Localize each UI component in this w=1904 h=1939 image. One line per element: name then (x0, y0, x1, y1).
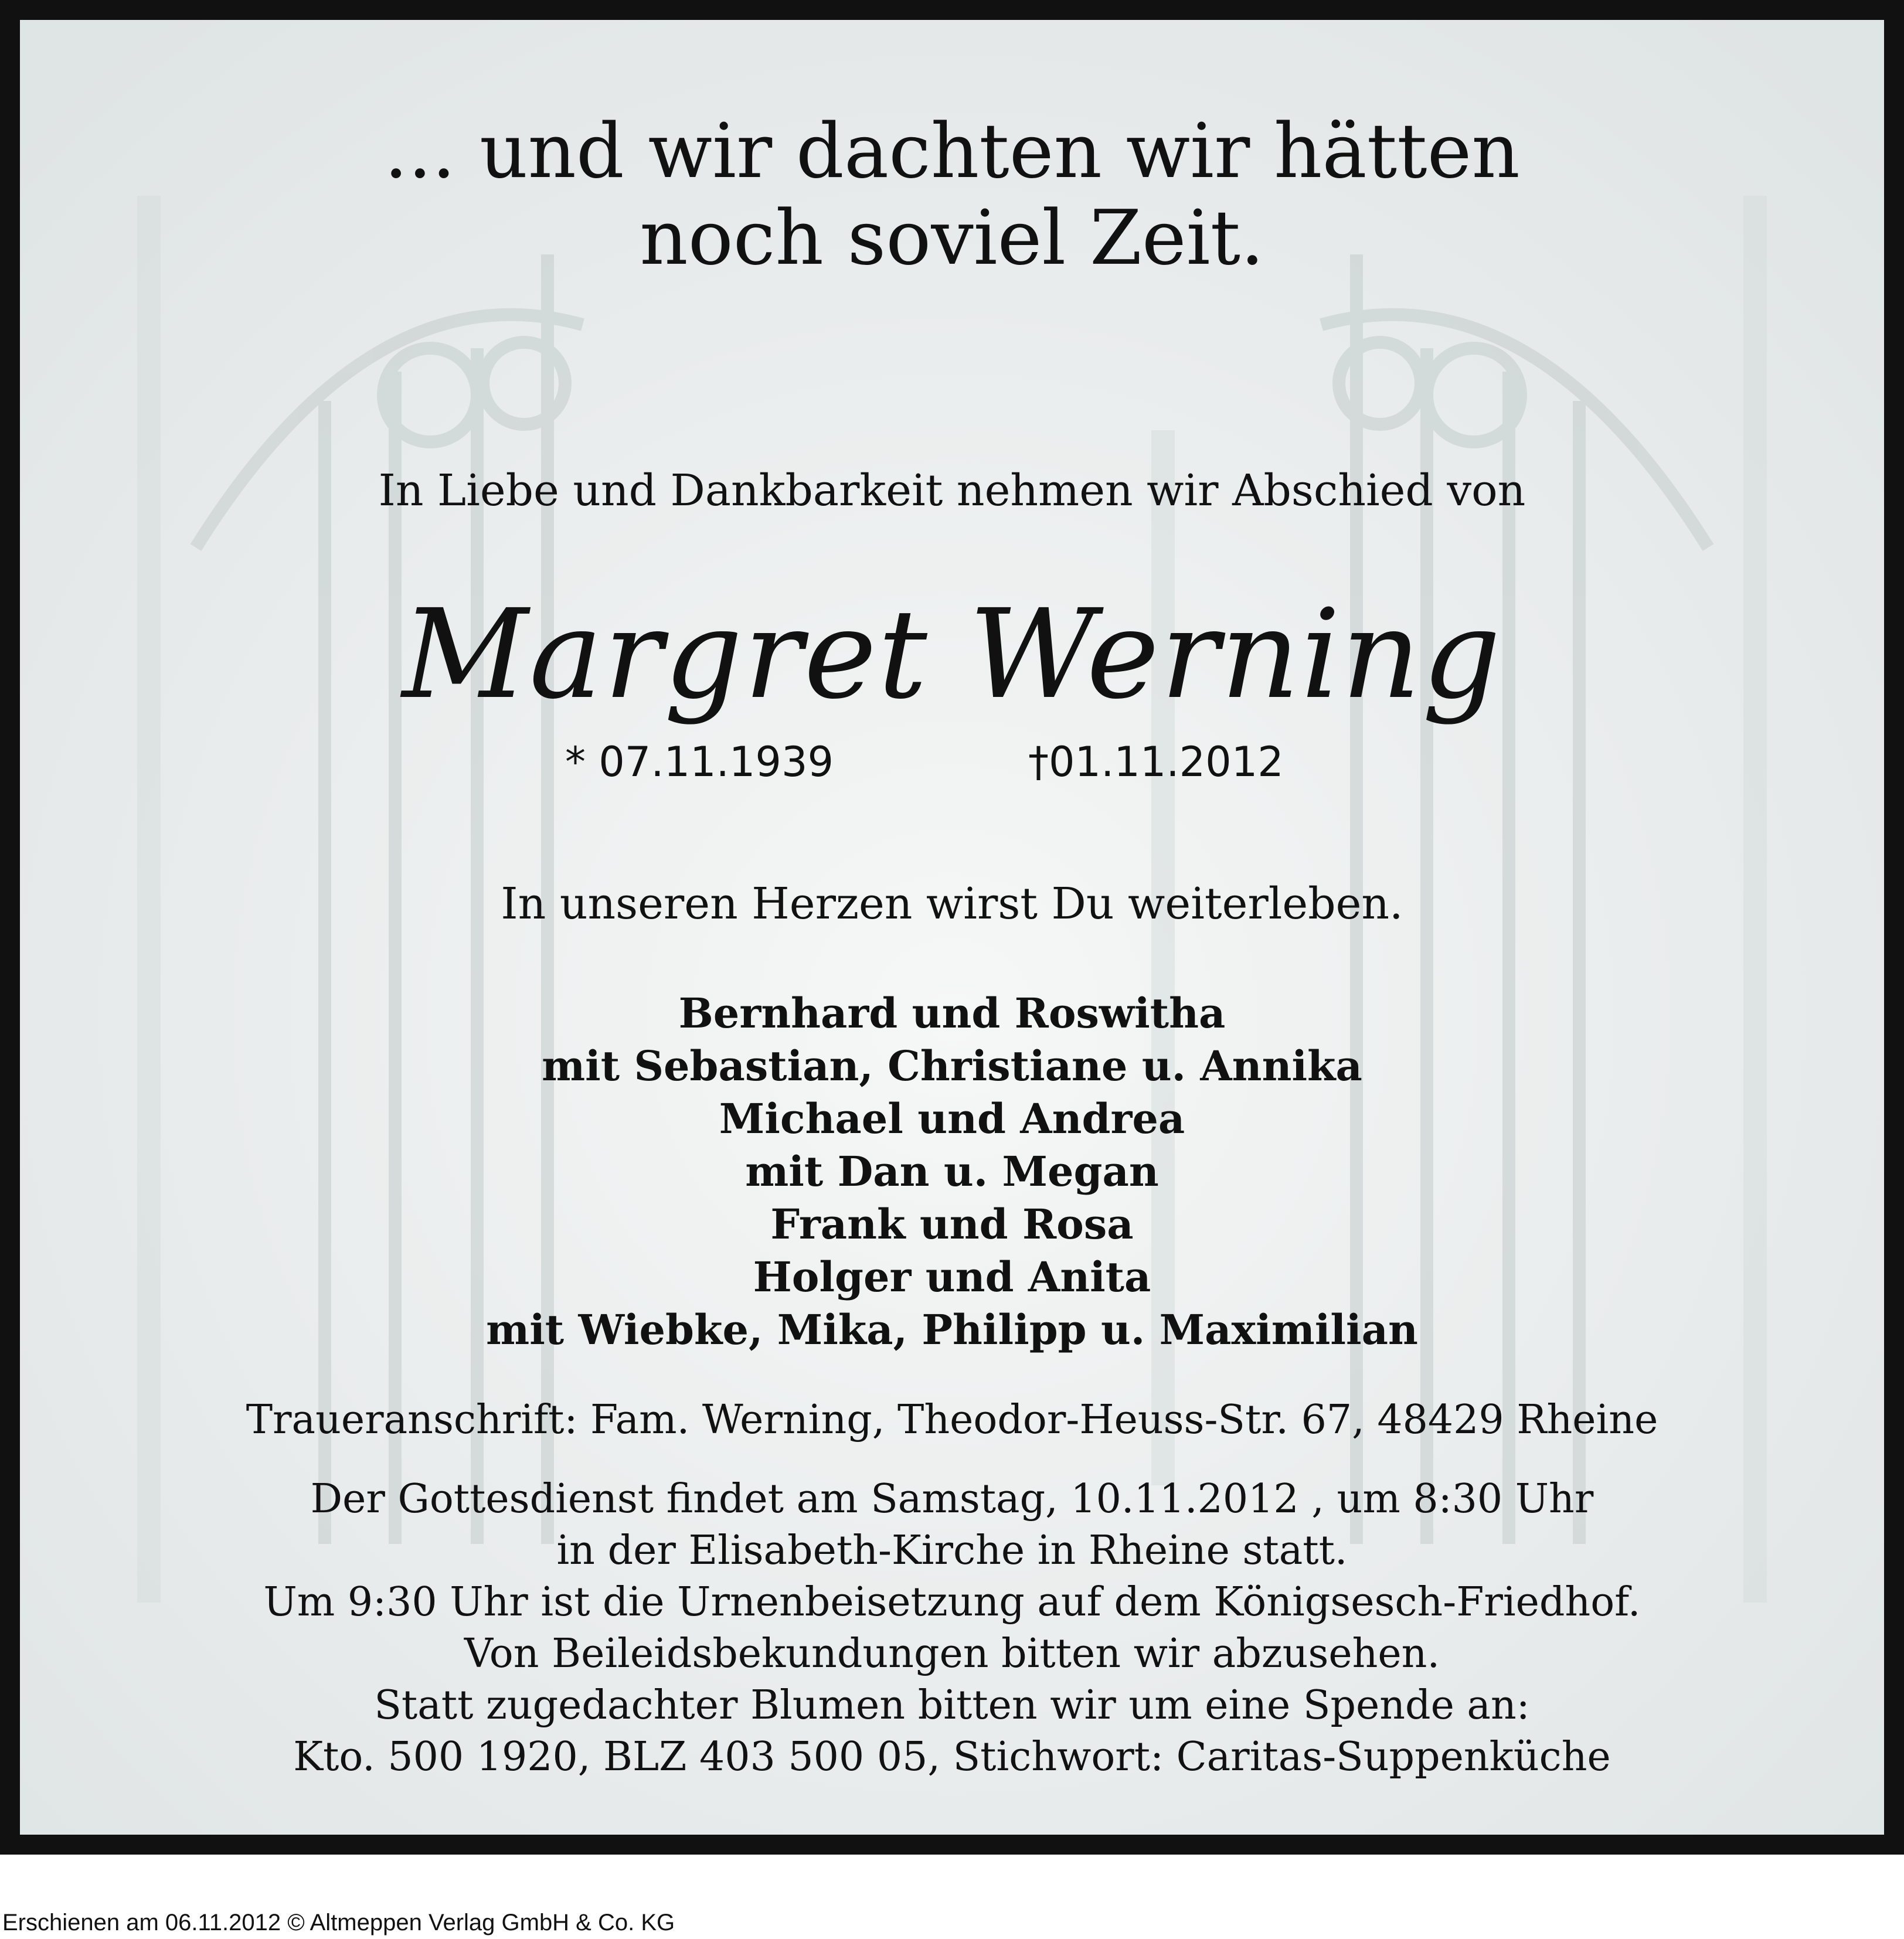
family-line: mit Wiebke, Mika, Philipp u. Maximilian (486, 1305, 1418, 1354)
intro-text: In Liebe und Dankbarkeit nehmen wir Abschied von (378, 465, 1526, 516)
death-date: †01.11.2012 (1028, 738, 1284, 786)
family-line: mit Dan u. Megan (745, 1147, 1159, 1196)
service-line: in der Elisabeth-Kirche in Rheine statt. (556, 1528, 1348, 1574)
family-line: Bernhard und Roswitha (678, 989, 1226, 1037)
service-line: Statt zugedachter Blumen bitten wir um eine Spende an: (374, 1682, 1530, 1729)
service-line: Der Gottesdienst findet am Samstag, 10.11.2012 , um 8:30 Uhr (310, 1476, 1594, 1522)
deceased-name: Margret Werning (402, 583, 1502, 726)
family-line: Frank und Rosa (770, 1200, 1134, 1249)
service-line: Kto. 500 1920, BLZ 403 500 05, Stichwort: Caritas-Suppenküche (293, 1734, 1611, 1780)
family-line: mit Sebastian, Christiane u. Annika (542, 1042, 1362, 1090)
motto-line-2: noch soviel Zeit. (640, 195, 1264, 282)
service-line: Um 9:30 Uhr ist die Urnenbeisetzung auf dem Königsesch-Friedhof. (263, 1579, 1641, 1625)
birth-date: * 07.11.1939 (565, 738, 834, 786)
family-line: Holger und Anita (753, 1253, 1151, 1301)
family-line: Michael und Andrea (719, 1094, 1185, 1143)
publication-footer: Erschienen am 06.11.2012 © Altmeppen Verlag GmbH & Co. KG (2, 1910, 675, 1935)
service-line: Von Beileidsbekundungen bitten wir abzusehen. (464, 1631, 1440, 1677)
mourning-address: Traueranschrift: Fam. Werning, Theodor-Heuss-Str. 67, 48429 Rheine (246, 1397, 1658, 1443)
motto-line-1: ... und wir dachten wir hätten (384, 108, 1520, 195)
farewell-text: In unseren Herzen wirst Du weiterleben. (501, 879, 1403, 929)
